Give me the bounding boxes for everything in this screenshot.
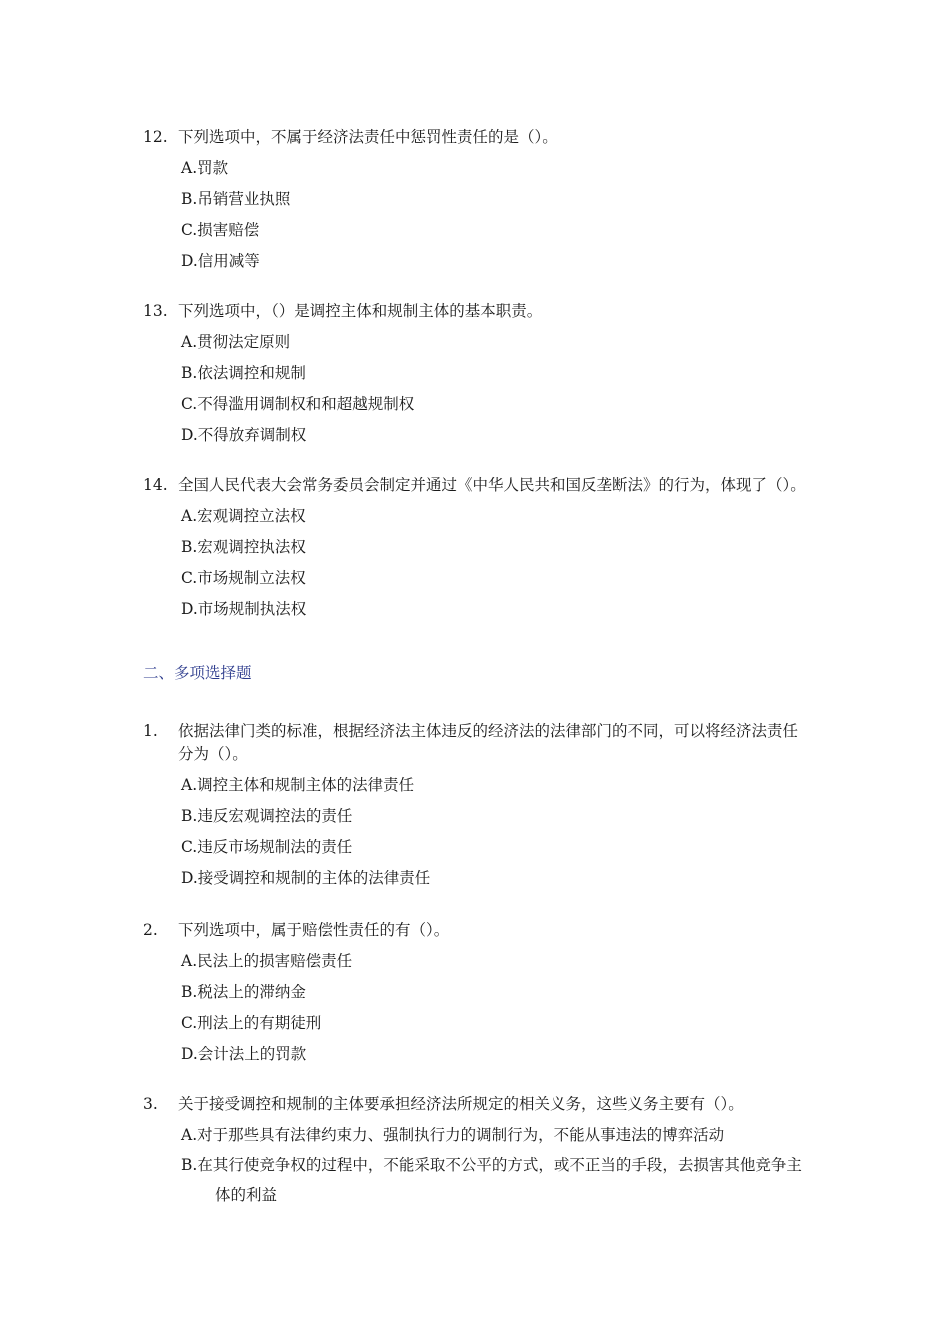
question-12 [143,126,813,277]
option-c: C.损害赔偿 [181,221,260,239]
question-13 [143,300,813,451]
question-stem [143,919,813,942]
option-c: C.违反市场规制法的责任 [181,838,353,856]
option-d: D.信用减等 [181,252,260,270]
option-a: A.调控主体和规制主体的法律责任 [181,776,415,794]
option-a: A.民法上的损害赔偿责任 [181,952,353,970]
option-list [181,1120,813,1210]
option-c: C.不得滥用调制权和和超越规制权 [181,395,415,413]
question-stem [143,1093,813,1116]
section-heading: 二、多项选择题 [143,664,252,682]
option-a: A.宏观调控立法权 [181,507,306,525]
option-c: C.市场规制立法权 [181,569,306,587]
option-list [181,153,813,277]
option-a: A.对于那些具有法律约束力、强制执行力的调制行为，不能从事违法的博弈活动 [181,1126,725,1144]
question-stem [143,126,813,149]
question-stem [143,720,813,766]
question-text: 关于接受调控和规制的主体要承担经济法所规定的相关义务，这些义务主要有（）。 [178,1095,744,1113]
option-b: B.在其行使竞争权的过程中，不能采取不公平的方式，或不正当的手段，去损害其他竞争主体的利益 [181,1156,802,1204]
option-a: A.罚款 [181,159,229,177]
option-list [181,501,813,625]
question-number: 3. [143,1095,158,1113]
option-b: B.税法上的滞纳金 [181,983,306,1001]
option-d: D.接受调控和规制的主体的法律责任 [181,869,431,887]
option-b: B.吊销营业执照 [181,190,291,208]
question-text: 下列选项中，不属于经济法责任中惩罚性责任的是（）。 [178,128,558,146]
question-number: 12. [143,128,168,146]
option-c: C.刑法上的有期徒刑 [181,1014,322,1032]
option-list [181,770,813,894]
multi-question-2 [143,919,813,1070]
question-text: 全国人民代表大会常务委员会制定并通过《中华人民共和国反垄断法》的行为，体现了（）。 [178,476,806,494]
question-text: 下列选项中，（）是调控主体和规制主体的基本职责。 [178,302,543,320]
option-list [181,327,813,451]
question-number: 14. [143,476,168,494]
question-stem [143,300,813,323]
option-b: B.宏观调控执法权 [181,538,306,556]
multi-question-1 [143,720,813,894]
question-text: 依据法律门类的标准，根据经济法主体违反的经济法的法律部门的不同，可以将经济法责任分为（）。 [178,722,799,763]
option-a: A.贯彻法定原则 [181,333,291,351]
option-b: B.依法调控和规制 [181,364,306,382]
question-text: 下列选项中，属于赔偿性责任的有（）。 [178,921,450,939]
option-d: D.会计法上的罚款 [181,1045,307,1063]
question-stem [143,474,813,497]
question-number: 13. [143,302,168,320]
option-list [181,946,813,1070]
option-b: B.违反宏观调控法的责任 [181,807,353,825]
question-14 [143,474,813,625]
question-number: 2. [143,921,158,939]
question-number: 1. [143,722,158,740]
multi-question-3 [143,1093,813,1210]
option-d: D.不得放弃调制权 [181,426,307,444]
option-d: D.市场规制执法权 [181,600,307,618]
